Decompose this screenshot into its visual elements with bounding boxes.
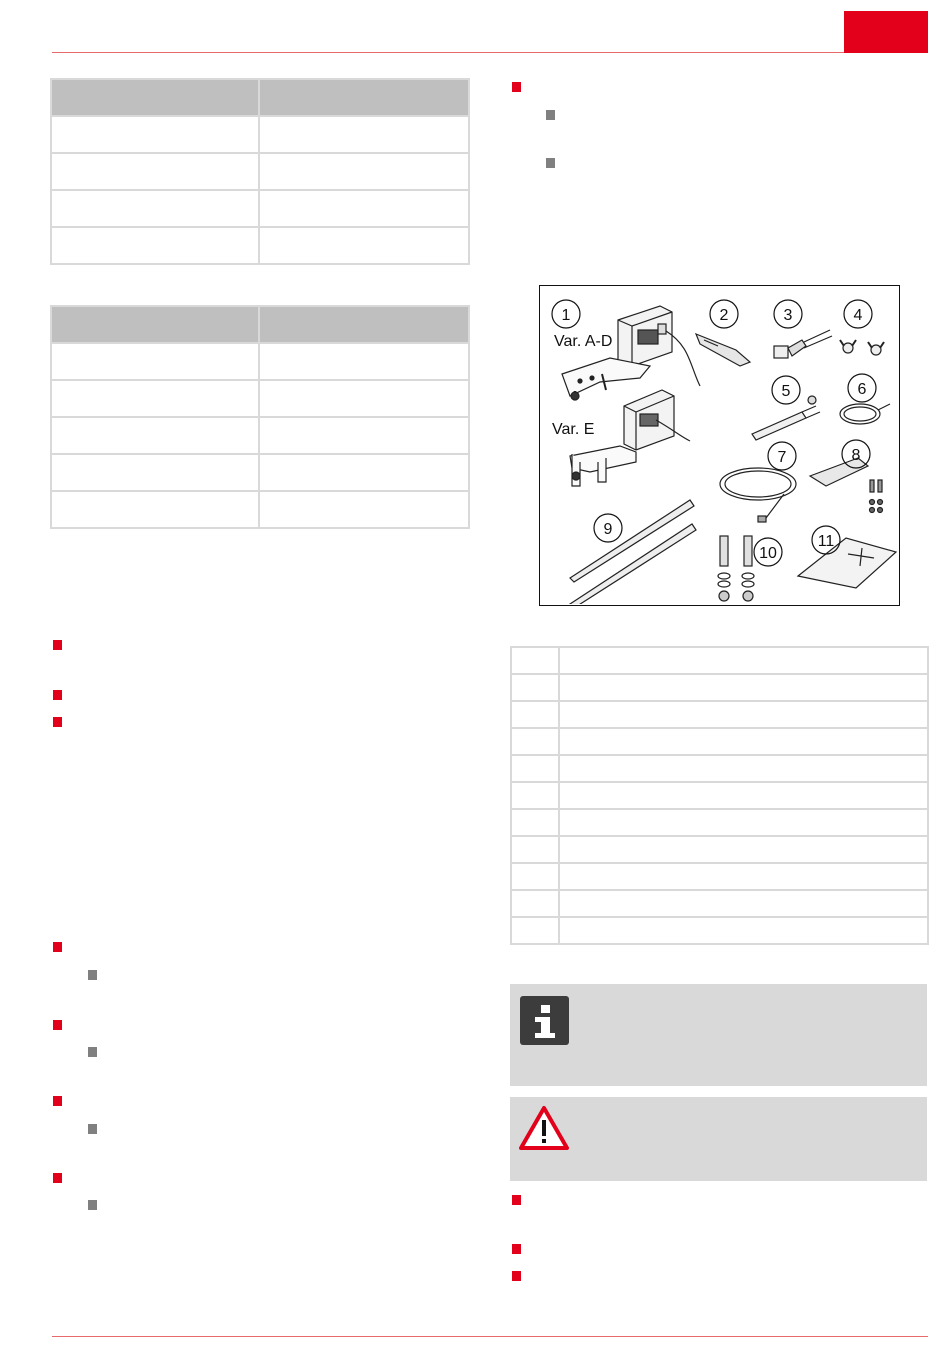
table-cell: [51, 454, 259, 491]
table-row: [511, 863, 928, 890]
callout-6: 6: [857, 381, 867, 398]
part-description-cell: [559, 917, 928, 944]
callout-3: 3: [783, 307, 793, 324]
table-cell: [259, 417, 469, 454]
part-number-cell: [511, 701, 559, 728]
table-row: [511, 890, 928, 917]
table-row: [51, 343, 469, 380]
part-description-cell: [559, 809, 928, 836]
list-bullet: [512, 1195, 521, 1205]
table-cell: [51, 343, 259, 380]
part-10-screws: [718, 536, 754, 601]
parts-figure: [539, 285, 900, 606]
table-row: [511, 674, 928, 701]
table-cell: [259, 343, 469, 380]
callout-4: 4: [853, 307, 863, 324]
part-description-cell: [559, 755, 928, 782]
list-bullet: [512, 1244, 521, 1254]
table-cell: [51, 227, 259, 264]
table-cell: [51, 190, 259, 227]
table-row: [511, 836, 928, 863]
list-bullet: [53, 717, 62, 727]
callout-7: 7: [777, 449, 787, 466]
table-cell: [259, 116, 469, 153]
table-header-row: [51, 79, 469, 116]
warning-triangle-icon: [518, 1104, 570, 1152]
header-cell: [51, 306, 259, 343]
footer-rule: [52, 1336, 928, 1337]
info-icon: [520, 996, 569, 1045]
part-3-sensor: [774, 330, 832, 358]
part-number-cell: [511, 782, 559, 809]
table-cell: [51, 153, 259, 190]
part-4-wing-nuts: [840, 340, 884, 355]
table-row: [51, 190, 469, 227]
callout-11: 11: [817, 533, 835, 550]
part-description-cell: [559, 863, 928, 890]
callout-9: 9: [603, 521, 613, 538]
part-number-cell: [511, 809, 559, 836]
list-bullet: [512, 82, 521, 92]
table-cell: [51, 491, 259, 528]
part-5-rod: [752, 396, 820, 440]
table-row: [511, 809, 928, 836]
parts-list-table: [510, 646, 929, 945]
callout-2: 2: [719, 307, 729, 324]
sub-list-bullet: [546, 158, 555, 168]
part-description-cell: [559, 890, 928, 917]
table-row: [511, 647, 928, 674]
header-rule: [52, 52, 928, 53]
table-cell: [259, 380, 469, 417]
list-bullet: [53, 1020, 62, 1030]
part-description-cell: [559, 701, 928, 728]
sub-list-bullet: [88, 1200, 97, 1210]
list-bullet: [53, 690, 62, 700]
part-1e-control-module: [570, 390, 690, 486]
part-9-cable-ties: [570, 500, 696, 604]
spec-table-2: [50, 305, 470, 529]
sub-list-bullet: [88, 1047, 97, 1057]
header-cell: [51, 79, 259, 116]
list-bullet: [512, 1271, 521, 1281]
part-1a-control-module: [562, 306, 700, 400]
table-cell: [51, 116, 259, 153]
header-accent-tab: [844, 11, 928, 53]
list-bullet: [53, 640, 62, 650]
table-row: [511, 701, 928, 728]
part-number-cell: [511, 674, 559, 701]
spec-table-1: [50, 78, 470, 265]
header-cell: [259, 306, 469, 343]
part-8-plate: [810, 458, 883, 513]
list-bullet: [53, 1096, 62, 1106]
part-6-cable-coil: [840, 404, 890, 424]
part-7-cable: [720, 468, 796, 522]
header-cell: [259, 79, 469, 116]
part-2-bracket: [696, 334, 750, 366]
table-row: [51, 116, 469, 153]
sub-list-bullet: [546, 110, 555, 120]
table-cell: [51, 380, 259, 417]
list-bullet: [53, 1173, 62, 1183]
part-description-cell: [559, 728, 928, 755]
table-cell: [259, 227, 469, 264]
part-description-cell: [559, 782, 928, 809]
part-number-cell: [511, 863, 559, 890]
table-row: [511, 728, 928, 755]
variant-label-e: Var. E: [552, 421, 595, 438]
parts-drawing: [540, 286, 898, 604]
table-cell: [51, 417, 259, 454]
list-bullet: [53, 942, 62, 952]
table-cell: [259, 454, 469, 491]
table-row: [511, 782, 928, 809]
table-row: [51, 227, 469, 264]
table-row: [51, 417, 469, 454]
table-cell: [259, 190, 469, 227]
table-row: [51, 491, 469, 528]
part-description-cell: [559, 836, 928, 863]
callout-10: 10: [759, 545, 777, 562]
warning-note: [510, 1097, 927, 1181]
sub-list-bullet: [88, 1124, 97, 1134]
table-row: [51, 153, 469, 190]
part-number-cell: [511, 836, 559, 863]
part-number-cell: [511, 647, 559, 674]
variant-label-a-d: Var. A-D: [554, 333, 613, 350]
part-description-cell: [559, 647, 928, 674]
table-header-row: [51, 306, 469, 343]
table-row: [511, 755, 928, 782]
sub-list-bullet: [88, 970, 97, 980]
table-cell: [259, 153, 469, 190]
part-description-cell: [559, 674, 928, 701]
table-row: [51, 380, 469, 417]
table-row: [511, 917, 928, 944]
callout-5: 5: [781, 383, 791, 400]
table-cell: [259, 491, 469, 528]
info-note: [510, 984, 927, 1086]
table-row: [51, 454, 469, 491]
part-number-cell: [511, 890, 559, 917]
callout-1: 1: [561, 307, 571, 324]
part-number-cell: [511, 728, 559, 755]
part-number-cell: [511, 755, 559, 782]
part-number-cell: [511, 917, 559, 944]
callout-8: 8: [851, 447, 861, 464]
